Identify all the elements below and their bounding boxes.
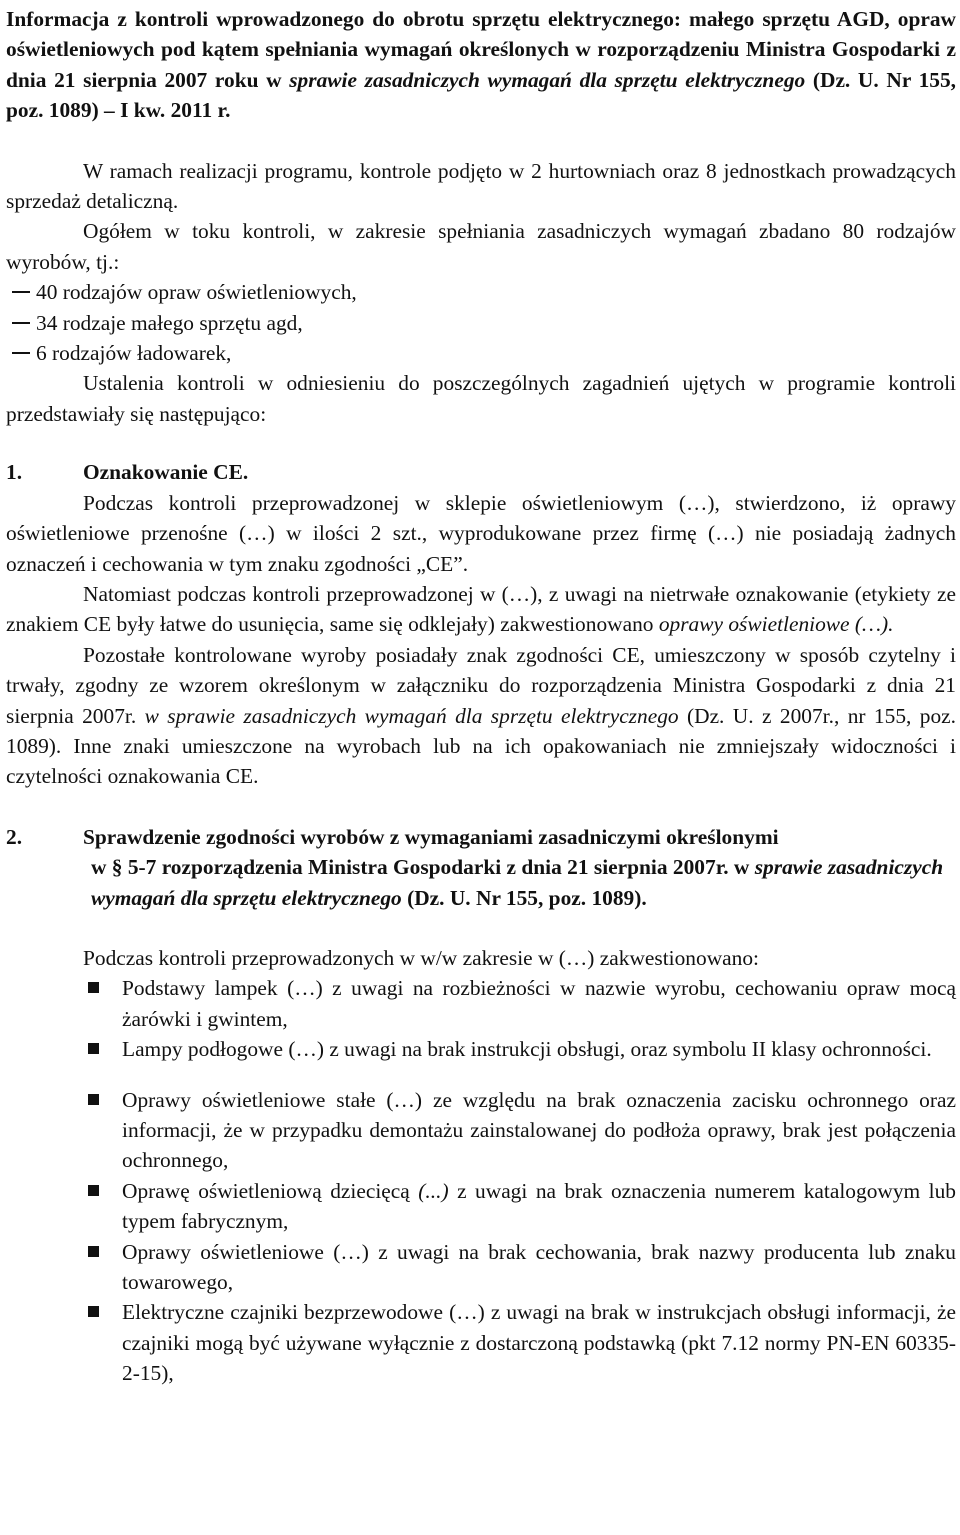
list-item-text: 34 rodzaje małego sprzętu agd, [36, 310, 303, 335]
section-2-intro: Podczas kontroli przeprowadzonych w w/w zakresie w (…) zakwestionowano: [83, 945, 759, 970]
list-item [6, 1176, 956, 1237]
list-item [6, 308, 956, 338]
product-type-list [6, 277, 956, 368]
list-item-text: Oprawę oświetleniową dziecięcą [122, 1178, 419, 1203]
section-title: Oznakowanie CE. [83, 460, 249, 485]
list-item [6, 1297, 956, 1388]
list-item [6, 973, 956, 1034]
section-title [83, 822, 956, 913]
square-bullet [88, 1306, 99, 1317]
section-1-heading [6, 457, 956, 487]
paragraph-text: Pozostałe kontrolowane wyroby posiadały znak zgodności CE, umieszczony w sposób czytelny i trwały, zgodny ze wzorem określonym w załączniku do rozporządzenia Ministra Gospodarki z dnia 21 sierpnia 2007r. [6, 642, 956, 728]
intro-paragraph-1: W ramach realizacji programu, kontrole podjęto w 2 hurtowniach oraz 8 jednostkach prowadzących sprzedaż detaliczną. [6, 158, 956, 214]
list-item-text: Oprawy oświetleniowe (…) z uwagi na brak cechowania, brak nazwy producenta lub znaku towarowego, [122, 1239, 956, 1295]
list-item [6, 1034, 956, 1064]
square-bullet [88, 1043, 99, 1054]
section-2-heading [6, 822, 956, 913]
paragraph-italic-text: w sprawie zasadniczych wymagań dla sprzętu elektrycznego [144, 703, 679, 728]
title-italic-text: sprawie zasadniczych wymagań dla sprzętu elektrycznego [289, 67, 806, 92]
dash-bullet [12, 291, 30, 293]
questioned-products-list [6, 973, 956, 1388]
list-item [6, 277, 956, 307]
section-title-line: Sprawdzenie zgodności wyrobów z wymaganiami zasadniczymi określonymi [83, 824, 779, 849]
list-item-text-end: z uwagi na brak oznaczenia numerem katalogowym lub typem fabrycznym, [122, 1178, 956, 1234]
title-text-end: (Dz. U. Nr 155, poz. 1089) – I kw. 2011 r. [6, 67, 957, 123]
section-title-text: w § 5-7 rozporządzenia Ministra Gospodarki z dnia 21 sierpnia 2007r. w [91, 855, 755, 880]
list-item-text: 40 rodzajów opraw oświetleniowych, [36, 280, 357, 305]
section-1-paragraph-3 [6, 640, 956, 792]
list-item [6, 1085, 956, 1176]
square-bullet [88, 1185, 99, 1196]
section-1-paragraph-2 [6, 579, 956, 640]
list-item [6, 1237, 956, 1298]
list-item-text: 6 rodzajów ładowarek, [36, 341, 232, 366]
section-number: 1. [6, 460, 23, 485]
title-text: Informacja z kontroli wprowadzonego do obrotu sprzętu elektrycznego: małego sprzętu AGD, opraw oświetleniowych pod kątem spełniania wymagań określonych w rozporządzeniu Ministra Gospodarki z dnia 21 sierpnia 2007 roku w [6, 7, 956, 92]
section-title-continuation [83, 852, 956, 913]
section-title-italic: sprawie zasadniczych wymagań dla sprzętu elektrycznego [91, 855, 944, 910]
square-bullet [88, 1246, 99, 1257]
intro-paragraph-2: Ogółem w toku kontroli, w zakresie spełniania zasadniczych wymagań zbadano 80 rodzajów wyrobów, tj.: [6, 219, 956, 274]
list-item-italic: (...) [418, 1178, 449, 1203]
list-item [6, 338, 956, 368]
square-bullet [88, 982, 99, 993]
section-number: 2. [6, 824, 23, 849]
section-title-text-end: (Dz. U. Nr 155, poz. 1089). [401, 885, 647, 910]
list-spacer [6, 1065, 956, 1085]
intro-paragraph-3: Ustalenia kontroli w odniesieniu do poszczególnych zagadnień ujętych w programie kontroli przedstawiały się następująco: [6, 371, 956, 426]
paragraph-italic-text: oprawy oświetleniowe (…). [658, 612, 894, 637]
paragraph-text: Natomiast podczas kontroli przeprowadzonej w (…), z uwagi na nietrwałe oznakowanie (etykiety ze znakiem CE były łatwe do usunięcia, same się odklejały) zakwestionowano [6, 581, 956, 637]
list-item-text: Oprawy oświetleniowe stałe (…) ze względu na brak oznaczenia zacisku ochronnego oraz informacji, że w przypadku demontażu zainstalowanej do podłoża oprawy, brak jest połączenia ochronnego, [122, 1087, 956, 1173]
square-bullet [88, 1094, 99, 1105]
dash-bullet [12, 352, 30, 354]
list-item-text: Lampy podłogowe (…) z uwagi na brak instrukcji obsługi, oraz symbolu II klasy ochronności. [122, 1037, 932, 1062]
list-item-text: Elektryczne czajniki bezprzewodowe (…) z uwagi na brak w instrukcjach obsługi informacji, że czajniki mogą być używane wyłącznie z dostarczoną podstawką (pkt 7.12 normy PN-EN 60335-2-15), [122, 1300, 956, 1386]
dash-bullet [12, 322, 30, 324]
document-title [6, 4, 956, 126]
section-1-paragraph-1: Podczas kontroli przeprowadzonej w sklepie oświetleniowym (…), stwierdzono, iż oprawy oświetleniowe przenośne (…) w ilości 2 szt., wyprodukowane przez firmę (…) nie posiadają żadnych oznaczeń i cechowania w tym znaku zgodności „CE”. [6, 490, 956, 576]
paragraph-text-end: (Dz. U. z 2007r., nr 155, poz. 1089). Inne znaki umieszczone na wyrobach lub na ich opakowaniach nie zmniejszały widoczności i czytelności oznakowania CE. [6, 703, 956, 789]
list-item-text: Podstawy lampek (…) z uwagi na rozbieżności w nazwie wyrobu, cechowaniu opraw mocą żarówki i gwintem, [122, 976, 956, 1031]
